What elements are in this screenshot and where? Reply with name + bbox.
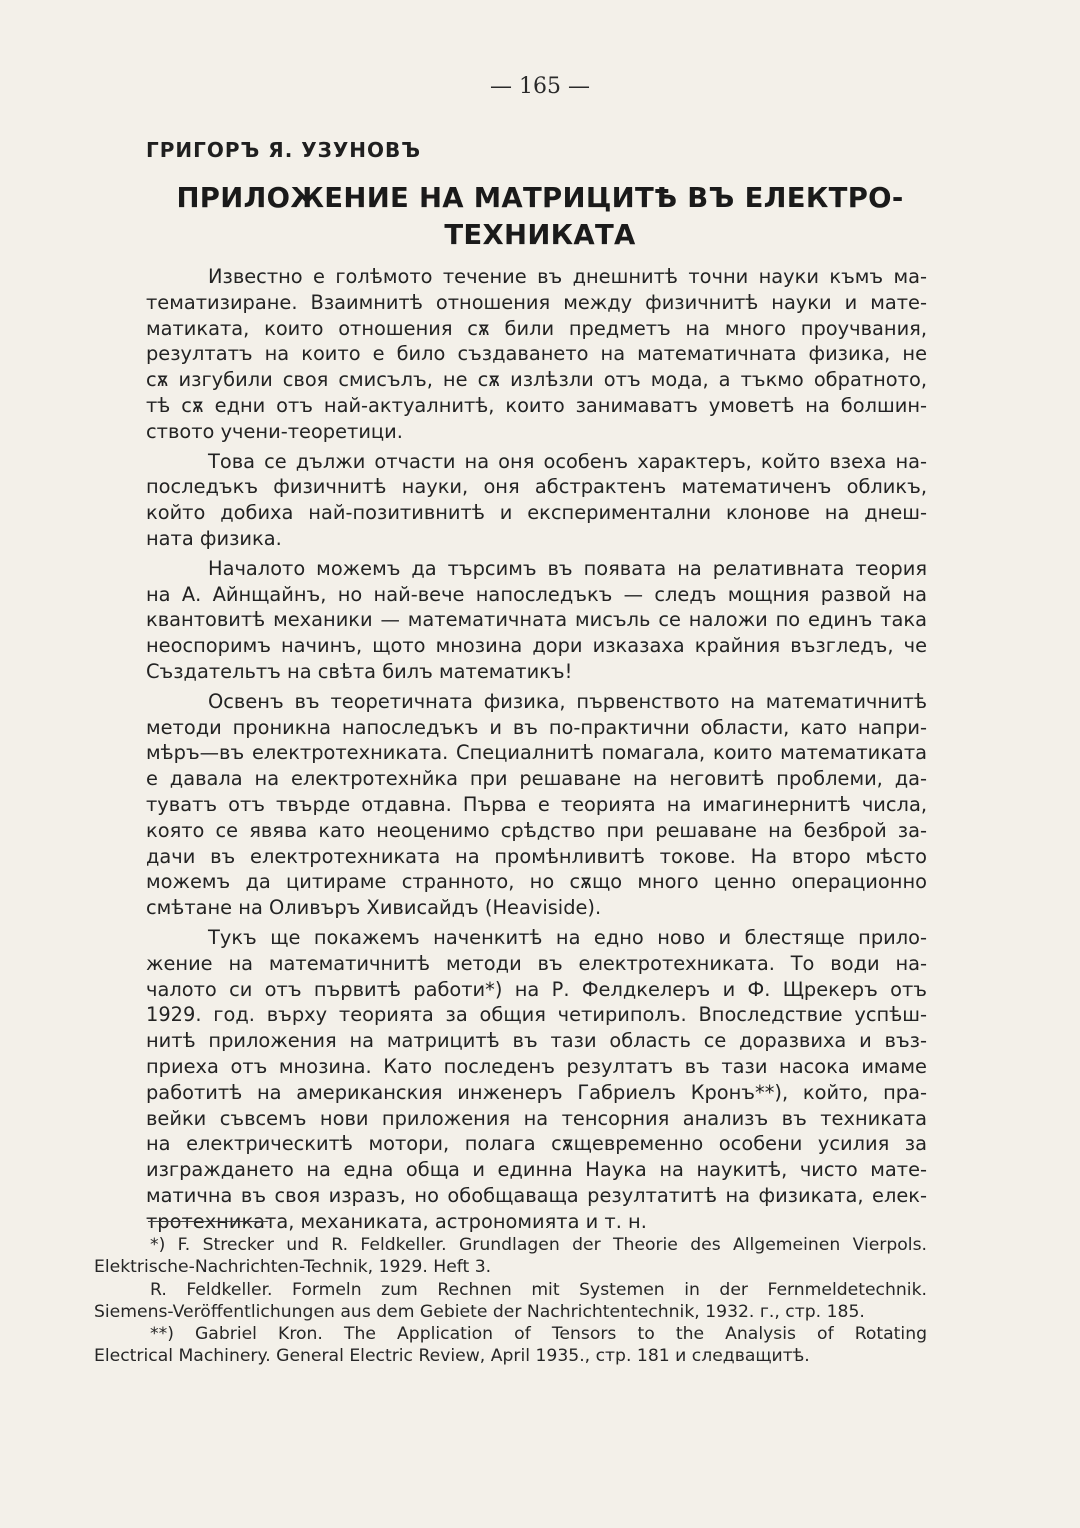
footnote-line: *) F. Strecker und R. Feldkeller. Grundlagen der Theorie des Allgemeinen Vierpols. (150, 1235, 927, 1255)
paragraph-line: на електрическитѣ мотори, полага сѫщевременно особени усилия за (146, 1132, 927, 1156)
paragraph (146, 925, 927, 1235)
paragraph-line: можемъ да цитираме странното, но сѫщо много ценно операционно (146, 870, 927, 894)
paragraph (146, 556, 927, 685)
paragraph-line: ната физика. (146, 526, 282, 550)
paragraph (146, 449, 927, 552)
author-name: ГРИГОРЪ Я. УЗУНОВЪ (146, 138, 422, 162)
paragraph-line: е давала на електротехнйка при решаване на неговитѣ проблеми, да- (146, 767, 927, 791)
paragraph-line: матиката, които отношения сѫ били предметъ на много проучвания, (146, 316, 927, 340)
paragraph-line: вейки съвсемъ нови приложения на тенсорния анализъ въ техниката (146, 1106, 927, 1130)
paragraph-line: който добиха най-позитивнитѣ и експериментални клонове на днеш- (146, 501, 927, 525)
paragraph-line: тематизиране. Взаимнитѣ отношения между физичнитѣ науки и мате- (146, 290, 927, 314)
paragraph-line: ството учени-теоретици. (146, 419, 403, 443)
paragraph-line: квантовитѣ механики — математичната мисъль се наложи по единъ така (146, 608, 927, 632)
paragraph (146, 689, 927, 921)
footnote-line: **) Gabriel Kron. The Application of Tensors to the Analysis of Rotating (150, 1324, 927, 1345)
paragraph-line: Известно е голѣмото течение въ днешнитѣ точни науки къмъ ма- (208, 265, 927, 288)
footnote-divider (148, 1221, 268, 1222)
paragraph-line: Началото можемъ да търсимъ въ появата на релативната теория (208, 556, 927, 580)
footnote (94, 1234, 927, 1279)
paragraph-line: 1929. год. върху теорията за общия четириполъ. Впоследствие успѣш- (146, 1003, 927, 1027)
footnote-line: Siemens-Veröffentlichungen aus dem Gebiete der Nachrichtentechnik, 1932. г., стр. 185. (94, 1301, 865, 1322)
footnote (94, 1323, 927, 1368)
paragraph-line: туватъ отъ твърде отдавна. Първа е теорията на имагинернитѣ числа, (146, 792, 927, 816)
footnote-line: Elektrische-Nachrichten-Technik, 1929. Heft 3. (94, 1257, 492, 1278)
paragraph-line: чалото си отъ първитѣ работи*) на Р. Фелдкелеръ и Ф. Щрекеръ отъ (146, 977, 927, 1001)
paragraph-line: Тукъ ще покажемъ наченкитѣ на едно ново и блестяще прило- (208, 925, 927, 949)
title-line: ПРИЛОЖЕНИЕ НА МАТРИЦИТѢ ВЪ ЕЛЕКТРО- (176, 182, 904, 214)
title-line: ТЕХНИКАТА (444, 219, 636, 251)
footnote (94, 1279, 927, 1324)
paragraph-line: работитѣ на американския инженеръ Габриелъ Кронъ**), който, пра- (146, 1080, 927, 1104)
paragraph-line: Създательтъ на свѣта билъ математикъ! (146, 659, 573, 683)
paragraph-line: приеха отъ мнозина. Като последенъ резултатъ въ тази насока имаме (146, 1054, 927, 1078)
paragraph-line: която се явява като неоценимо срѣдство при решаване на безброй за- (146, 818, 927, 842)
paragraph-line: смѣтане на Оливъръ Хивисайдъ (Heaviside). (146, 896, 602, 920)
paragraph-line: сѫ изгубили своя смисълъ, не сѫ излѣзли отъ мода, а тъкмо обратното, (146, 368, 927, 392)
paragraph-line: Освенъ въ теоретичната физика, първенството на математичнитѣ (208, 689, 927, 713)
footnote-line: R. Feldkeller. Formeln zum Rechnen mit Systemen in der Fernmeldetechnik. (150, 1279, 927, 1300)
paragraph-line: матична въ своя изразъ, но обобщаваща резултатитѣ на физиката, елек- (146, 1183, 927, 1207)
paragraph-line: нитѣ приложения на матрицитѣ въ тази область се доразвиха и въз- (146, 1029, 927, 1053)
paragraph (146, 264, 927, 445)
paragraph-line: Това се дължи отчасти на оня особенъ характеръ, който взеха на- (208, 449, 927, 473)
paragraph-line: последъкъ физичнитѣ науки, оня абстрактенъ математиченъ обликъ, (146, 475, 927, 499)
paragraph-line: резултатъ на които е било създаването на математичната физика, не (146, 342, 927, 366)
paragraph-line: изграждането на една обща и единна Наука на наукитѣ, чисто мате- (146, 1158, 927, 1182)
article-body (146, 264, 927, 1238)
paragraph-line: методи проникна напоследъкъ и въ по-практични области, като напри- (146, 715, 927, 739)
paragraph-line: дачи въ електротехниката на промѣнливитѣ токове. На второ мѣсто (146, 844, 927, 868)
footnotes (94, 1234, 927, 1368)
article-title (130, 180, 950, 254)
paragraph-line: на А. Айнщайнъ, но най-вече напоследъкъ — следъ мощния развой на (146, 582, 927, 606)
page-number: — 165 — (490, 74, 590, 99)
paragraph-line: мѣръ—въ електротехниката. Специалнитѣ помагала, които математиката (146, 741, 927, 765)
footnote-line: Electrical Machinery. General Electric Review, April 1935., стр. 181 и следващитѣ. (94, 1346, 810, 1367)
paragraph-line: тѣ сѫ едни отъ най-актуалнитѣ, които занимаватъ умоветѣ на болшин- (146, 393, 927, 417)
paragraph-line: тротехниката, механиката, астрономията и т. н. (146, 1209, 647, 1233)
paragraph-line: неоспоримъ начинъ, щото мнозина дори изказаха крайния възгледъ, че (146, 634, 927, 658)
paragraph-line: жение на математичнитѣ методи въ електротехниката. То води на- (146, 951, 927, 975)
